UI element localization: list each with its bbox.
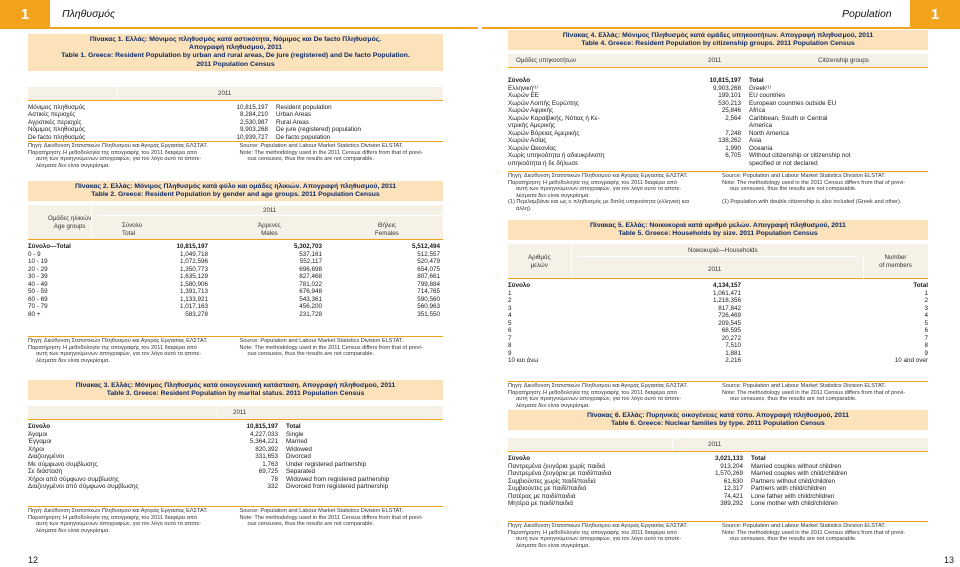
table-row — [28, 243, 443, 251]
row-value: 9,903,268 — [239, 126, 268, 134]
table-row — [508, 160, 928, 168]
row-value: 7,510 — [725, 342, 741, 350]
row-label-en: Without citizenship or citizenship not — [749, 152, 851, 160]
table-header: 2011 — [28, 406, 443, 420]
row-label-gr: 5 — [508, 319, 512, 327]
table-header: Αριθμός μελών Νοικοκυριά—Households 2011 Number of members — [508, 244, 928, 279]
source-note: Πηγή: Διεύθυνση Στατιστικών Πληθυσμού και Αγοράς Εργασίας ΕΛΣΤΑΤ. Παρατήρηση: Η μεθοδολογία της απογραφής του 2011 διαφέρει από αυτή των προηγούμενων απογραφών, για τον λόγο αυτό τα αποτε- λέσματα δεν είναι συγκρίσιμα. (1) Περιλαμβάνει και ως ο πληθυσμός με διπλή υπηκοότητα (ελληνική και άλλη). Source: Population and Labour Market Statistics Division ELSTAT. Note: The methodology used in the 2011 Census differs from that of previ- ous censuses, thus the results are not comparable. (1) Population with double citizenship is also included (Greek and other). — [508, 171, 928, 213]
row-label-gr: Διαζευγμένοι από σύμφωνο συμβίωσης — [28, 483, 139, 491]
row-value: 9,903,268 — [712, 84, 741, 92]
total-value: 1,580,906 — [179, 280, 208, 288]
table-row — [28, 104, 443, 112]
table-body — [28, 243, 443, 318]
row-label-gr: Χωρών Βόρειας Αμερικής — [508, 129, 580, 137]
males-value: 827,468 — [299, 273, 322, 281]
row-label-en: Divorced from registered partnership — [286, 483, 389, 491]
row-label-gr: Ελληνική⁽¹⁾ — [508, 84, 539, 92]
table-row — [28, 431, 443, 439]
males-value: 552,117 — [299, 258, 322, 266]
page-number: 13 — [943, 555, 954, 565]
table-row — [28, 438, 443, 446]
row-label-gr: ντρικής Αμερικής — [508, 122, 556, 130]
table-body — [28, 423, 443, 491]
table-2-source — [28, 336, 443, 364]
row-value: 817,842 — [718, 304, 741, 312]
row-value: 332 — [267, 483, 278, 491]
row-label-en: 6 — [924, 327, 928, 335]
row-label-en: Single — [286, 430, 304, 438]
row-label-gr: Χωρών Καραϊβικής, Νότιας ή Κε- — [508, 114, 600, 122]
table-3 — [28, 380, 443, 491]
table-row — [508, 470, 928, 478]
males-value: 543,361 — [299, 295, 322, 303]
females-value: 560,963 — [417, 303, 440, 311]
row-label-gr: Χήροι από σύμφωνο συμβίωσης — [28, 475, 119, 483]
row-value: 10,815,197 — [709, 77, 741, 85]
females-value: 520,479 — [417, 258, 440, 266]
row-value: 10,815,197 — [246, 423, 278, 431]
table-row — [508, 357, 928, 365]
females-value: 590,560 — [417, 295, 440, 303]
row-label-gr: Σύνολο — [508, 282, 531, 290]
row-value: 10,815,197 — [236, 103, 268, 111]
row-label-en: De facto population — [276, 133, 331, 141]
table-body — [28, 104, 443, 142]
table-1-source — [28, 141, 443, 169]
row-value: 1,763 — [262, 460, 278, 468]
row-value: 78 — [270, 475, 278, 483]
row-value: 25,846 — [721, 107, 741, 115]
row-value: 4,134,157 — [712, 282, 741, 290]
row-label-gr: Συμβιούντες με παιδί/παιδιά — [508, 485, 587, 493]
table-body — [508, 455, 928, 508]
table-3-source — [28, 506, 443, 534]
row-label-gr: Παντρεμένα ζευγάρια με παιδί/παιδιά — [508, 470, 612, 478]
row-value — [693, 160, 741, 168]
source-note: Πηγή: Διεύθυνση Στατιστικών Πληθυσμού και Αγοράς Εργασίας ΕΛΣΤΑΤ. Παρατήρηση: Η μεθοδολογία της απογραφής του 2011 διαφέρει από αυτή των προηγούμενων απογραφών, για τον λόγο αυτό τα αποτε- λέσματα δεν είναι συγκρίσιμα. Source: Population and Labour Market Statistics Division ELSTAT. Note: The methodology used in the 2011 Census differs from that of previ- ous censuses, thus the results are not comparable. — [28, 336, 443, 364]
row-value: 389,292 — [720, 500, 743, 508]
row-label-en: 10 and over — [894, 357, 928, 365]
table-row — [508, 335, 928, 343]
table-body — [508, 282, 928, 365]
table-4-source — [508, 171, 928, 213]
row-value: 69,725 — [258, 468, 278, 476]
row-label-en: Resident population — [276, 103, 332, 111]
table-row — [28, 453, 443, 461]
age-group: 30 - 39 — [28, 273, 48, 281]
row-label-gr: υπηκοότητα ή δε δήλωσε — [508, 159, 579, 167]
row-label-gr: Χήροι — [28, 445, 45, 453]
row-label-en: Oceania — [749, 144, 773, 152]
table-row — [508, 282, 928, 290]
source-note: Πηγή: Διεύθυνση Στατιστικών Πληθυσμού και Αγοράς Εργασίας ΕΛΣΤΑΤ. Παρατήρηση: Η μεθοδολογία της απογραφής του 2011 διαφέρει από αυτή των προηγούμενων απογραφών, για τον λόγο αυτό τα αποτε- λέσματα δεν είναι συγκρίσιμα. Source: Population and Labour Market Statistics Division ELSTAT. Note: The methodology used in the 2011 Census differs from that of previ- ous censuses, thus the results are not comparable. — [508, 381, 928, 409]
row-value: 8,284,210 — [239, 111, 268, 119]
females-value: 512,557 — [417, 250, 440, 258]
row-value: 2,530,987 — [239, 118, 268, 126]
row-label-en: Partners with child/children — [751, 485, 827, 493]
row-value: 3,021,133 — [714, 455, 743, 463]
row-value: 726,469 — [718, 312, 741, 320]
chapter-tab: 1 — [0, 0, 50, 28]
source-note: Πηγή: Διεύθυνση Στατιστικών Πληθυσμού και Αγοράς Εργασίας ΕΛΣΤΑΤ. Παρατήρηση: Η μεθοδολογία της απογραφής του 2011 διαφέρει από αυτή των προηγούμενων απογραφών, για τον λόγο αυτό τα αποτε- λέσματα δεν είναι συγκρίσιμα. Source: Population and Labour Market Statistics Division ELSTAT. Note: The methodology used in the 2011 Census differs from that of previ- ous censuses, thus the results are not comparable. — [28, 141, 443, 169]
row-label-en: Total — [286, 423, 301, 431]
table-1 — [28, 34, 443, 141]
row-value: 209,545 — [718, 319, 741, 327]
table-row — [508, 152, 928, 160]
row-value: 6,705 — [725, 152, 741, 160]
row-value: 913,204 — [720, 462, 743, 470]
table-row — [28, 266, 443, 274]
total-value: 1,133,921 — [179, 295, 208, 303]
table-header: Ομάδες υπηκοοτήτων 2011 Citizenship groups — [508, 54, 928, 68]
row-value: 7,248 — [725, 129, 741, 137]
age-group: 80 + — [28, 310, 41, 318]
table-row — [28, 461, 443, 469]
row-label-en: Total — [751, 455, 766, 463]
total-value: 1,017,163 — [179, 303, 208, 311]
table-row — [508, 130, 928, 138]
table-row — [28, 251, 443, 259]
table-row — [28, 126, 443, 134]
row-label-gr: Χωρών Αφρικής — [508, 107, 554, 115]
header-band — [0, 27, 478, 29]
row-label-en: Rural Areas — [276, 118, 309, 126]
row-label-en: North America — [749, 129, 789, 137]
row-label-en: Divorced — [286, 453, 311, 461]
row-label-en: Total — [749, 77, 764, 85]
age-group: 50 - 59 — [28, 288, 48, 296]
row-label-en: Married couples without children — [751, 462, 842, 470]
row-label-en: Lone mother with child/children — [751, 500, 838, 508]
row-label-en: 4 — [924, 312, 928, 320]
running-title: Population — [842, 8, 892, 20]
row-label-gr: Χωρών ΕΕ — [508, 92, 539, 100]
table-row — [508, 92, 928, 100]
row-label-en: America — [749, 122, 773, 130]
row-value: 61,630 — [723, 477, 743, 485]
table-row — [508, 342, 928, 350]
age-group: 40 - 49 — [28, 280, 48, 288]
total-value: 1,350,773 — [179, 265, 208, 273]
row-value: 530,213 — [718, 99, 741, 107]
age-group: 20 - 29 — [28, 265, 48, 273]
right-page — [482, 0, 960, 567]
row-label-en: Married — [286, 438, 308, 446]
row-value: 1,570,269 — [714, 470, 743, 478]
row-label-en: Greek⁽¹⁾ — [749, 84, 772, 92]
table-row — [28, 311, 443, 319]
row-value: 74,421 — [723, 492, 743, 500]
row-label-en: 3 — [924, 304, 928, 312]
males-value: 537,161 — [299, 250, 322, 258]
table-row — [28, 468, 443, 476]
table-row — [508, 290, 928, 298]
row-label-gr: Διαζευγμένοι — [28, 453, 64, 461]
table-4 — [508, 30, 928, 167]
age-group: 10 - 19 — [28, 258, 48, 266]
females-value: 654,075 — [417, 265, 440, 273]
table-5-source — [508, 381, 928, 409]
table-row — [508, 107, 928, 115]
chapter-tab: 1 — [910, 0, 960, 28]
table-row — [508, 122, 928, 130]
total-value: 1,635,129 — [179, 273, 208, 281]
row-label-gr: 2 — [508, 297, 512, 305]
total-value: 1,049,718 — [179, 250, 208, 258]
table-row — [28, 119, 443, 127]
table-row — [508, 327, 928, 335]
males-value: 781,022 — [299, 280, 322, 288]
row-label-en: 1 — [924, 289, 928, 297]
row-value: 199,101 — [718, 92, 741, 100]
row-label-en: EU countries — [749, 92, 786, 100]
row-label-en: Under registered partnership — [286, 460, 367, 468]
table-row — [28, 111, 443, 119]
row-value: 68,595 — [721, 327, 741, 335]
row-label-en: 8 — [924, 342, 928, 350]
males-value: 5,302,703 — [293, 243, 322, 251]
row-value: 1,061,471 — [712, 289, 741, 297]
table-row — [508, 500, 928, 508]
row-label-gr: 1 — [508, 289, 512, 297]
row-label-gr: Έγγαμοι — [28, 438, 52, 446]
table-5 — [508, 220, 928, 365]
page-number: 12 — [28, 555, 39, 565]
row-value: 5,364,221 — [249, 438, 278, 446]
source-note: Πηγή: Διεύθυνση Στατιστικών Πληθυσμού και Αγοράς Εργασίας ΕΛΣΤΑΤ. Παρατήρηση: Η μεθοδολογία της απογραφής του 2011 διαφέρει από αυτή των προηγούμενων απογραφών, για τον λόγο αυτό τα αποτε- λέσματα δεν είναι συγκρίσιμα. Source: Population and Labour Market Statistics Division ELSTAT. Note: The methodology used in the 2011 Census differs from that of previ- ous censuses, thus the results are not comparable. — [28, 506, 443, 534]
row-label-en: Lone father with child/children — [751, 492, 835, 500]
table-row — [28, 483, 443, 491]
table-2 — [28, 181, 443, 318]
total-value: 10,815,197 — [176, 243, 208, 251]
row-label-en: Widowed from registered partnership — [286, 475, 390, 483]
table-row — [508, 485, 928, 493]
table-row — [28, 273, 443, 281]
table-row — [508, 297, 928, 305]
row-value: 1,990 — [725, 144, 741, 152]
row-value: 138,262 — [718, 137, 741, 145]
row-label-en: 7 — [924, 334, 928, 342]
table-row — [28, 296, 443, 304]
age-group: 70 - 79 — [28, 303, 48, 311]
total-value: 1,072,596 — [179, 258, 208, 266]
row-label-gr: 7 — [508, 334, 512, 342]
row-label-gr: Σύνολο — [28, 423, 51, 431]
females-value: 799,884 — [417, 280, 440, 288]
table-caption: Πίνακας 6. Ελλάς: Πυρηνικές οικογένειες κατά τύπο. Απογραφή πληθυσμού, 2011 Table 6. Greece: Nuclear families by type. 2011 Population Census — [508, 410, 928, 430]
running-title: Πληθυσμός — [62, 8, 116, 20]
row-label-gr: Χωρίς υπηκοότητα ή αδιευκρίνιστη — [508, 152, 605, 160]
row-label-gr: Μητέρα με παιδί/παιδιά — [508, 500, 573, 508]
row-value: 1,218,356 — [712, 297, 741, 305]
table-row — [28, 258, 443, 266]
table-row — [508, 115, 928, 123]
row-value — [693, 122, 741, 130]
row-value: 12,317 — [723, 485, 743, 493]
header-band — [482, 27, 960, 29]
table-row — [28, 288, 443, 296]
row-label-gr: Χωρών Λοιπής Ευρώπης — [508, 99, 579, 107]
row-label-gr: De facto πληθυσμός — [28, 133, 86, 141]
row-value: 1,881 — [725, 349, 741, 357]
table-row — [508, 85, 928, 93]
row-label-gr: Παντρεμένα ζευγάρια χωρίς παιδιά — [508, 462, 606, 470]
row-label-gr: Χωρών Ασίας — [508, 137, 547, 145]
row-label-en: Partners without child/children — [751, 477, 835, 485]
row-value: 20,272 — [721, 334, 741, 342]
females-value: 714,765 — [417, 288, 440, 296]
table-row — [508, 137, 928, 145]
row-label-gr: Αγροτικές περιοχές — [28, 118, 82, 126]
females-value: 5,512,494 — [411, 243, 440, 251]
females-value: 351,550 — [417, 310, 440, 318]
table-header: Ομάδες ηλικιών Age groups 2011 Σύνολο Total Άρρενες Males Θήλεις Females — [28, 205, 443, 240]
table-header: 2011 — [508, 438, 928, 452]
table-row — [508, 312, 928, 320]
row-label-gr: 3 — [508, 304, 512, 312]
table-row — [508, 100, 928, 108]
row-value: 331,653 — [255, 453, 278, 461]
row-label-gr: Άγαμοι — [28, 430, 48, 438]
total-value: 583,278 — [185, 310, 208, 318]
row-label-gr: 4 — [508, 312, 512, 320]
row-label-gr: Σύνολο — [508, 455, 531, 463]
row-label-gr: 10 και άνω — [508, 357, 539, 365]
row-label-en: Total — [913, 282, 928, 290]
table-caption: Πίνακας 3. Ελλάς: Μόνιμος Πληθυσμός κατά οικογενειακή κατάσταση. Απογραφή πληθυσμού, 2011 Table 3. Greece: Resident Population by marital status. 2011 Population Census — [28, 380, 443, 400]
row-label-en: Married couples with child/children — [751, 470, 848, 478]
table-body — [508, 77, 928, 167]
table-row — [508, 455, 928, 463]
table-row — [508, 320, 928, 328]
row-label-en: 2 — [924, 297, 928, 305]
row-value: 4,227,033 — [249, 430, 278, 438]
row-label-en: De jure (registered) population — [276, 126, 362, 134]
table-caption: Πίνακας 4. Ελλάς: Μόνιμος Πληθυσμός κατά ομάδες υπηκοοτήτων. Απογραφή πληθυσμού, 2011 Table 4. Greece: Resident Population by citizenship groups. 2011 Population Census — [508, 30, 928, 50]
table-row — [508, 77, 928, 85]
row-label-en: Africa — [749, 107, 766, 115]
row-label-en: Urban Areas — [276, 111, 312, 119]
row-label-gr: Χωρών Ωκεανίας — [508, 144, 557, 152]
row-value: 820,392 — [255, 445, 278, 453]
table-row — [28, 423, 443, 431]
table-caption: Πίνακας 2. Ελλάς: Μόνιμος Πληθυσμός κατά φύλο και ομάδες ηλικιών. Απογραφή πληθυσμού, 2011 Table 2. Greece: Resident Population by gender and age groups. 2011 Population Census — [28, 181, 443, 201]
row-label-gr: Σύνολο — [508, 77, 531, 85]
table-caption: Πίνακας 5. Ελλάς: Νοικοκυριά κατά αριθμό μελών. Απογραφή πληθυσμού, 2011 Table 5. Greece: Households by size. 2011 Population Census — [508, 220, 928, 240]
table-row — [28, 281, 443, 289]
year-header: 2011 — [218, 89, 232, 97]
row-label-en: Caribbean, South or Central — [749, 114, 828, 122]
table-6 — [508, 410, 928, 508]
table-6-source — [508, 521, 928, 549]
row-label-en: specified or not declared — [749, 159, 818, 167]
table-caption: Πίνακας 1. Ελλάς: Μόνιμος πληθυσμός κατά αστικότητα, Νόμιμος και De facto Πληθυσμός. Απογραφή πληθυσμού, 2011 Table 1. Greece: Resident Population by urban and rural areas, De jure (registered) and De facto Population. 2011 Population Census — [28, 34, 443, 71]
row-value: 2,216 — [725, 357, 741, 365]
row-value: 2,564 — [725, 114, 741, 122]
table-row — [508, 305, 928, 313]
table-row — [508, 350, 928, 358]
row-label-gr: 6 — [508, 327, 512, 335]
row-label-gr: Συμβιούντες χωρίς παιδί/παιδιά — [508, 477, 596, 485]
row-label-en: Separated — [286, 468, 316, 476]
age-group: 60 - 69 — [28, 295, 48, 303]
row-label-gr: Πατέρας με παιδί/παιδιά — [508, 492, 576, 500]
males-value: 456,200 — [299, 303, 322, 311]
row-label-en: Asia — [749, 137, 762, 145]
row-label-gr: Σε διάσταση — [28, 468, 63, 476]
row-label-en: Widowed — [286, 445, 312, 453]
row-label-gr: Αστικές περιοχές — [28, 111, 76, 119]
table-row — [28, 303, 443, 311]
row-value: 10,939,727 — [236, 133, 268, 141]
table-header — [28, 87, 443, 101]
table-row — [28, 446, 443, 454]
total-value: 1,391,713 — [179, 288, 208, 296]
row-label-gr: 8 — [508, 342, 512, 350]
row-label-en: 5 — [924, 319, 928, 327]
row-label-gr: 9 — [508, 349, 512, 357]
row-label-en: European countries outside EU — [749, 99, 837, 107]
row-label-gr: Μόνιμος πληθυσμός — [28, 103, 86, 111]
source-note: Πηγή: Διεύθυνση Στατιστικών Πληθυσμού και Αγοράς Εργασίας ΕΛΣΤΑΤ. Παρατήρηση: Η μεθοδολογία της απογραφής του 2011 διαφέρει από αυτή των προηγούμενων απογραφών, για τον λόγο αυτό τα αποτε- λέσματα δεν είναι συγκρίσιμα. Source: Population and Labour Market Statistics Division ELSTAT. Note: The methodology used in the 2011 Census differs from that of previ- ous censuses, thus the results are not comparable. — [508, 521, 928, 549]
left-page — [0, 0, 478, 567]
males-value: 696,698 — [299, 265, 322, 273]
row-label-en: 9 — [924, 349, 928, 357]
age-group: Σύνολο—Total — [28, 243, 71, 251]
age-group: 0 - 9 — [28, 250, 41, 258]
row-label-gr: Με σύμφωνο συμβίωσης — [28, 460, 98, 468]
males-value: 231,728 — [299, 310, 322, 318]
males-value: 676,948 — [299, 288, 322, 296]
females-value: 807,661 — [417, 273, 440, 281]
row-label-gr: Νόμιμος πληθυσμός — [28, 126, 85, 134]
